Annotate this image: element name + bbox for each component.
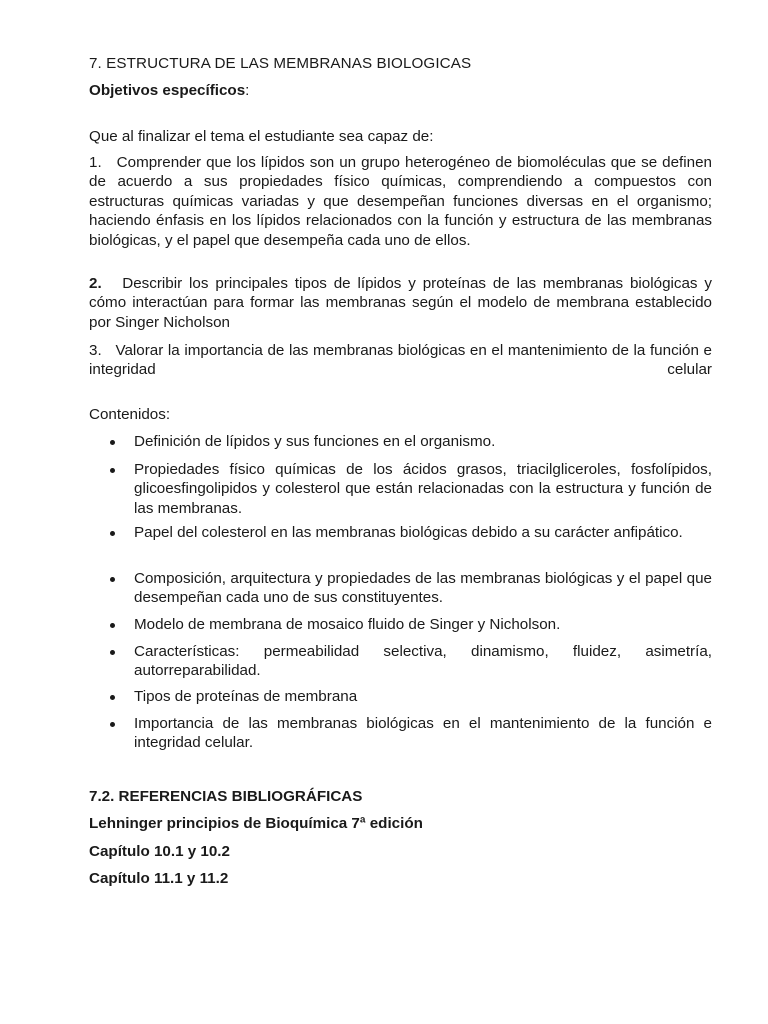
objective-number-1: 1.: [89, 154, 102, 171]
list-item: [89, 523, 712, 542]
bullet-icon: [110, 650, 115, 655]
objectives-label: Objetivos específicos: [89, 82, 246, 99]
objective-text-1: Comprender que los lípidos son un grupo heterogéneo de biomoléculas que se definen de acuerdo a sus propiedades físico químicas, comprendiendo a compuestos con estructuras químicas variadas y que desempeñan funciones diversas en el organismo; haciendo énfasis en los lípidos relacionados con la función y estructura de las membranas biológicas, y el papel que desempeña cada uno de ellos.: [89, 154, 712, 249]
bullet-icon: [110, 531, 115, 536]
list-item: [89, 714, 712, 753]
objective-text-2: Describir los principales tipos de lípidos y proteínas de las membranas biológicas y cómo interactúan para formar las membranas según el modelo de membrana establecido por Singer Nicholson: [89, 275, 712, 331]
bullet-icon: [110, 577, 115, 582]
objectives-intro: Que al finalizar el tema el estudiante sea capaz de:: [89, 128, 434, 145]
objective-text-3: Valorar la importancia de las membranas biológicas en el mantenimiento de la función e integridad celular: [89, 342, 712, 379]
list-item: [89, 569, 712, 608]
bullet-icon: [110, 695, 115, 700]
list-item: [89, 432, 712, 451]
bullet-icon: [110, 440, 115, 445]
bullet-icon: [110, 722, 115, 727]
contents-heading: Contenidos:: [89, 406, 171, 423]
list-item-text: Características: permeabilidad selectiva, dinamismo, fluidez, asimetría, autorreparabilidad.: [134, 643, 712, 680]
bullet-icon: [110, 468, 115, 473]
references-heading: 7.2. REFERENCIAS BIBLIOGRÁFICAS: [89, 788, 363, 805]
list-item-text: Importancia de las membranas biológicas en el mantenimiento de la función e integridad celular.: [134, 715, 712, 752]
list-item-text: Definición de lípidos y sus funciones en el organismo.: [134, 433, 496, 450]
list-item-text: Propiedades físico químicas de los ácidos grasos, triacilgliceroles, fosfolípidos, glicoesfingolipidos y colesterol que están relacionadas con la estructura y función de las membranas.: [134, 461, 712, 517]
reference-chapter: Capítulo 11.1 y 11.2: [89, 870, 229, 887]
objective-item-1: [89, 153, 712, 250]
objective-item-3: [89, 341, 712, 380]
objective-number-2: 2.: [89, 275, 102, 292]
bullet-icon: [110, 623, 115, 628]
list-item-text: Composición, arquitectura y propiedades de las membranas biológicas y el papel que desempeñan cada uno de sus constituyentes.: [134, 570, 712, 607]
list-item-text: Papel del colesterol en las membranas biológicas debido a su carácter anfipático.: [134, 524, 683, 541]
list-item: [89, 687, 712, 706]
objective-number-3: 3.: [89, 342, 102, 359]
list-item: [89, 460, 712, 518]
section-title: 7. ESTRUCTURA DE LAS MEMBRANAS BIOLOGICAS: [89, 55, 472, 72]
list-item-text: Modelo de membrana de mosaico fluido de Singer y Nicholson.: [134, 616, 561, 633]
reference-book: Lehninger principios de Bioquímica 7ª edición: [89, 815, 423, 832]
list-item-text: Tipos de proteínas de membrana: [134, 688, 358, 705]
objectives-colon: :: [245, 82, 250, 99]
list-item: [89, 615, 712, 634]
objectives-heading: [89, 81, 249, 100]
list-item: [89, 642, 712, 681]
objective-item-2: [89, 274, 712, 332]
reference-chapter: Capítulo 10.1 y 10.2: [89, 843, 230, 860]
